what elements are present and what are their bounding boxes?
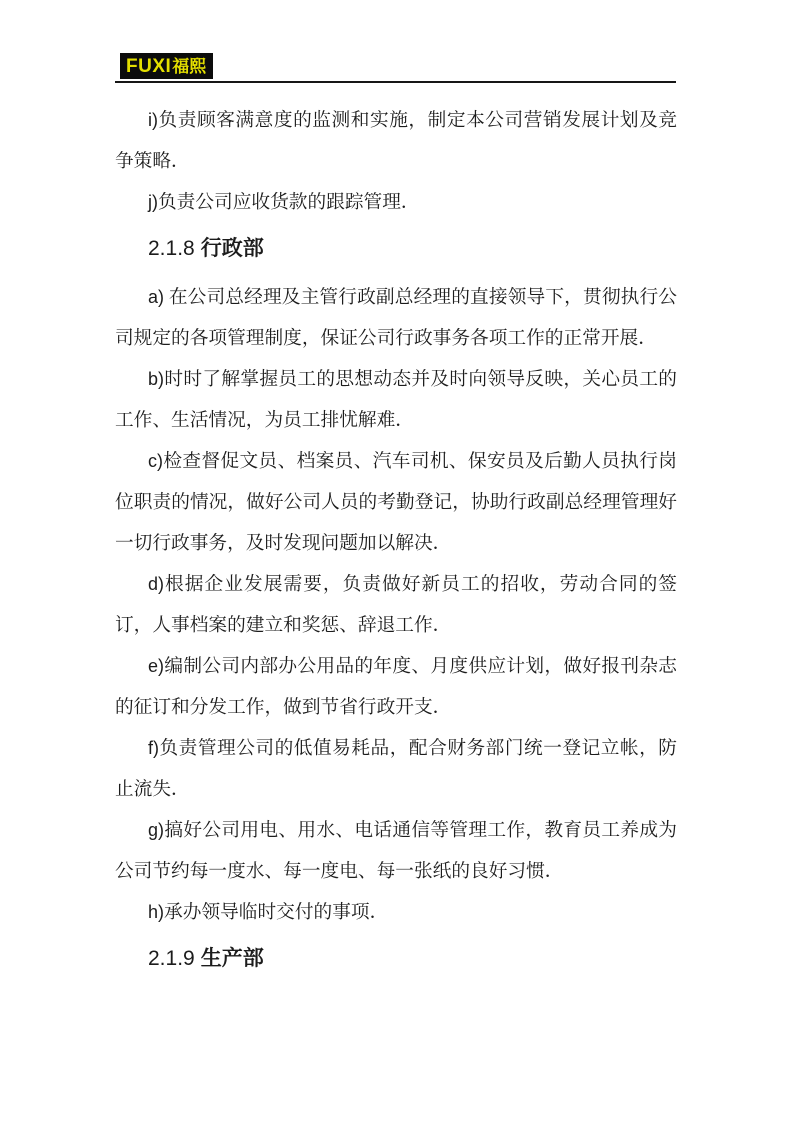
paragraph-c-text: 检查督促文员、档案员、汽车司机、保安员及后勤人员执行岗位职责的情况，做好公司人员的考勤登记，协助行政副总经理管理好一切行政事务，及时发现问题加以解决． (115, 451, 677, 554)
section-heading-title: 生产部 (200, 946, 264, 970)
paragraph-f-text: 负责管理公司的低值易耗品，配合财务部门统一登记立帐，防止流失． (115, 738, 677, 800)
paragraph-e-prefix: e) (148, 656, 165, 676)
paragraph-a-prefix: a) (148, 287, 165, 307)
section-heading-number: 2.1.8 (148, 237, 195, 260)
paragraph-i-text: 负责顾客满意度的监测和实施，制定本公司营销发展计划及竞争策略． (115, 110, 677, 172)
paragraph-d-prefix: d) (148, 574, 165, 594)
paragraph-g (115, 810, 677, 892)
section-heading-2-1-9 (115, 936, 677, 981)
paragraph-f (115, 728, 677, 810)
paragraph-d-text: 根据企业发展需要，负责做好新员工的招收，劳动合同的签订，人事档案的建立和奖惩、辞退工作． (115, 574, 677, 636)
paragraph-a (115, 277, 677, 359)
paragraph-g-text: 搞好公司用电、用水、电话通信等管理工作，教育员工养成为公司节约每一度水、每一度电、每一张纸的良好习惯． (115, 820, 677, 882)
section-heading-title: 行政部 (200, 236, 264, 260)
paragraph-a-text: 在公司总经理及主管行政副总经理的直接领导下，贯彻执行公司规定的各项管理制度，保证公司行政事务各项工作的正常开展． (115, 287, 677, 349)
paragraph-j-text: 负责公司应收货款的跟踪管理． (158, 192, 420, 213)
paragraph-e (115, 646, 677, 728)
paragraph-d (115, 564, 677, 646)
logo-cjk-text: 福熙 (172, 56, 207, 76)
paragraph-h-prefix: h) (148, 902, 165, 922)
section-heading-number: 2.1.9 (148, 947, 195, 970)
paragraph-b-prefix: b) (148, 369, 165, 389)
paragraph-b-text: 时时了解掌握员工的思想动态并及时向领导反映，关心员工的工作、生活情况，为员工排忧解难． (115, 369, 677, 431)
section-heading-2-1-8 (115, 226, 677, 271)
document-body (115, 100, 677, 987)
paragraph-f-prefix: f) (148, 738, 159, 758)
paragraph-j (115, 182, 677, 223)
paragraph-i-prefix: i) (148, 110, 158, 130)
paragraph-e-text: 编制公司内部办公用品的年度、月度供应计划，做好报刊杂志的征订和分发工作，做到节省行政开支． (115, 656, 677, 718)
header-divider (115, 81, 676, 83)
company-logo (120, 53, 213, 79)
logo-latin-text: FUXI (126, 55, 172, 77)
paragraph-g-prefix: g) (148, 820, 165, 840)
paragraph-h (115, 892, 677, 933)
paragraph-c-prefix: c) (148, 451, 163, 471)
paragraph-b (115, 359, 677, 441)
paragraph-h-text: 承办领导临时交付的事项． (164, 902, 389, 923)
paragraph-j-prefix: j) (148, 192, 158, 212)
paragraph-i (115, 100, 677, 182)
paragraph-c (115, 441, 677, 564)
